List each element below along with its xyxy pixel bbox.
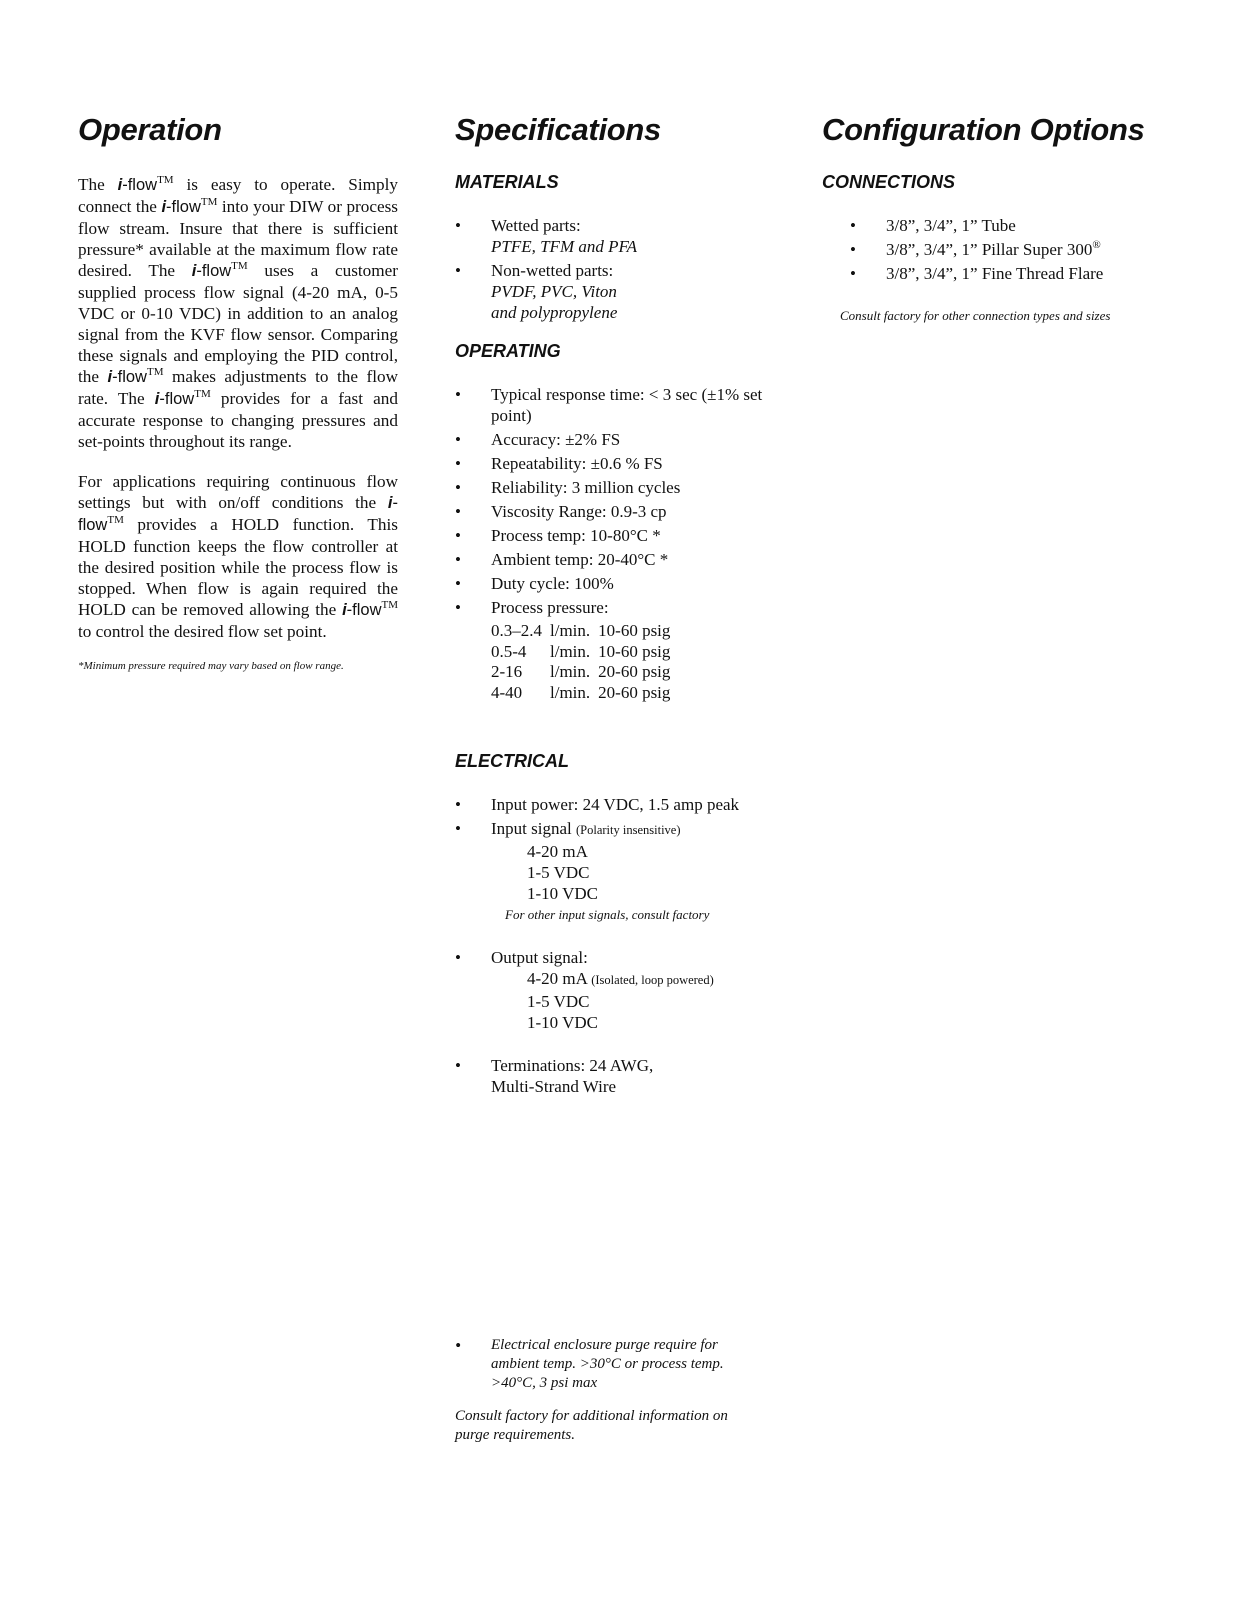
list-item: • Process temp: 10-80°C * bbox=[455, 525, 785, 546]
operation-title: Operation bbox=[78, 112, 222, 147]
connections-consult: Consult factory for other connection types and sizes bbox=[840, 308, 1111, 323]
list-item: • Typical response time: < 3 sec (±1% set point) bbox=[455, 384, 785, 426]
list-item: • Non-wetted parts: PVDF, PVC, Viton and polypropylene bbox=[455, 260, 785, 323]
purge-note-block bbox=[455, 1336, 755, 1445]
operation-paragraph-2: For applications requiring continuous flow settings but with on/off conditions the i-flow™ provides a HOLD function. This HOLD function keeps the flow controller at the desired position while the process flow is stopped. When flow is again required the HOLD can be removed allowing the i-flow™ to control the desired flow set point. bbox=[78, 472, 398, 641]
materials-list bbox=[455, 215, 785, 323]
list-item: • Input power: 24 VDC, 1.5 amp peak bbox=[455, 794, 785, 815]
specifications-column bbox=[455, 112, 785, 1100]
process-pressure-table bbox=[491, 621, 678, 703]
list-item: • Reliability: 3 million cycles bbox=[455, 477, 785, 498]
electrical-heading: ELECTRICAL bbox=[455, 751, 569, 771]
list-item: • Repeatability: ±0.6 % FS bbox=[455, 453, 785, 474]
connections-list bbox=[850, 215, 1182, 284]
list-item: • 3/8”, 3/4”, 1” Pillar Super 300® bbox=[850, 239, 1182, 260]
specifications-title: Specifications bbox=[455, 112, 661, 147]
table-row: 0.5-4 l/min. 10-60 psig bbox=[491, 641, 671, 661]
operating-list bbox=[455, 384, 785, 618]
list-item: • Viscosity Range: 0.9-3 cp bbox=[455, 501, 785, 522]
brand-name: i-flow bbox=[117, 176, 158, 194]
purge-consult: Consult factory for additional information on purge requirements. bbox=[455, 1408, 728, 1443]
configuration-column bbox=[822, 112, 1182, 324]
purge-note: • Electrical enclosure purge require for ambient temp. >30°C or process temp. >40°C, 3 psi max bbox=[455, 1336, 755, 1393]
list-item: • Wetted parts: PTFE, TFM and PFA bbox=[455, 215, 785, 257]
list-item: • Output signal: 4-20 mA (Isolated, loop powered) 1-5 VDC 1-10 VDC bbox=[455, 947, 785, 1033]
table-row: 0.3–2.4 l/min. 10-60 psig bbox=[491, 621, 671, 640]
list-item: • 3/8”, 3/4”, 1” Tube bbox=[850, 215, 1182, 236]
list-item: • Input signal (Polarity insensitive) 4-20 mA 1-5 VDC 1-10 VDC For other input signals, consult factory bbox=[455, 818, 785, 925]
materials-heading: MATERIALS bbox=[455, 172, 559, 192]
list-item: • Duty cycle: 100% bbox=[455, 573, 785, 594]
operation-paragraph-1: The i-flow™ is easy to operate. Simply connect the i-flow™ into your DIW or process flow stream. Insure that there is sufficient pressure* available at the maximum flow rate desired. The i-flow™ uses a customer supplied process flow signal (4-20 mA, 0-5 VDC or 0-10 VDC) in addition to an analog signal from the KVF flow sensor. Comparing these signals and employing the PID control, the i-flow™ makes adjustments to the flow rate. The i-flow™ provides for a fast and accurate response to changing pressures and set-points throughout its range. bbox=[78, 174, 398, 451]
table-row: 4-40 l/min. 20-60 psig bbox=[491, 682, 671, 702]
operation-column bbox=[78, 112, 398, 672]
connections-heading: CONNECTIONS bbox=[822, 172, 956, 192]
list-item: • Process pressure: bbox=[455, 597, 785, 618]
operating-heading: OPERATING bbox=[455, 341, 561, 361]
list-item: • Ambient temp: 20-40°C * bbox=[455, 549, 785, 570]
list-item: • 3/8”, 3/4”, 1” Fine Thread Flare bbox=[850, 263, 1182, 284]
table-row: 2-16 l/min. 20-60 psig bbox=[491, 662, 671, 681]
list-item: • Terminations: 24 AWG, Multi-Strand Wire bbox=[455, 1055, 785, 1097]
electrical-list bbox=[455, 794, 785, 1097]
operation-footnote: *Minimum pressure required may vary based on flow range. bbox=[78, 660, 344, 672]
list-item: • Accuracy: ±2% FS bbox=[455, 429, 785, 450]
configuration-title: Configuration Options bbox=[822, 112, 1145, 147]
